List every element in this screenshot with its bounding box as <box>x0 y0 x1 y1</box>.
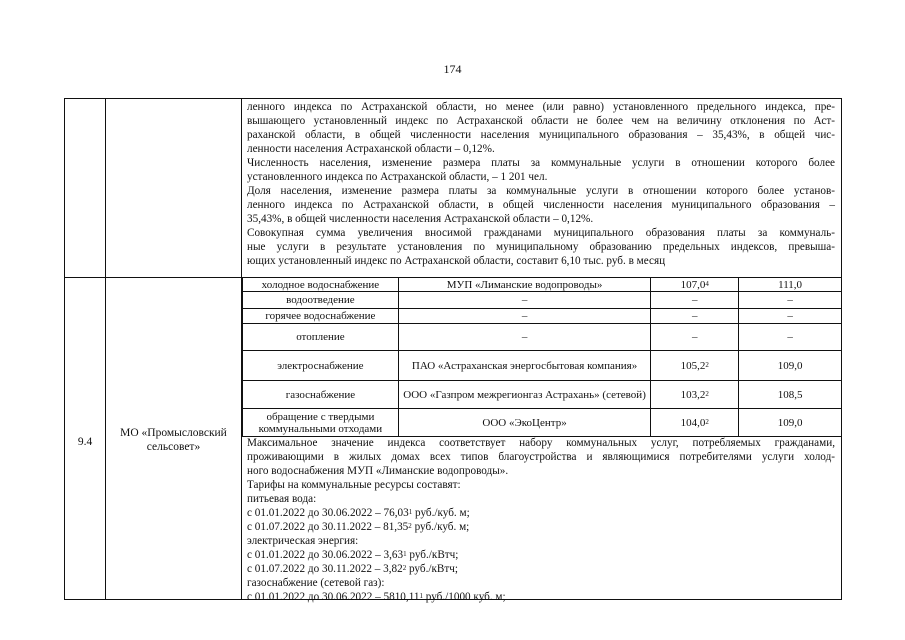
service-cell: газоснабжение <box>243 381 399 409</box>
index-cell: 105,2$^2$ <box>651 351 739 381</box>
page-number: 174 <box>443 62 462 76</box>
service-cell: водоотведение <box>243 292 399 309</box>
service-cell: холодное водоснабжение <box>243 278 399 292</box>
text-line: ленного индекса по Астраханской области, в общей численности населения муниципального образования – <box>247 199 835 211</box>
limit-cell: 109,0 <box>739 351 842 381</box>
provider-cell: ООО «ЭкоЦентр» <box>398 409 651 437</box>
index-cell: – <box>651 324 739 351</box>
tariff-line: с 01.01.2022 до 30.06.2022 – 3,63$^1$ руб./кВтч; <box>247 549 459 561</box>
municipality-name <box>106 426 241 454</box>
tariffs-title: Тарифы на коммунальные ресурсы составят: <box>247 479 461 491</box>
provider-cell: – <box>398 324 651 351</box>
text-line: Доля населения, изменение размера платы за коммунальные услуги в отношении которого более установ- <box>247 185 835 197</box>
table-row <box>243 292 842 309</box>
index-cell: 107,0$^4$ <box>651 278 739 292</box>
limit-cell: – <box>739 292 842 309</box>
service-cell: электроснабжение <box>243 351 399 381</box>
gas-title: газоснабжение (сетевой газ): <box>247 577 385 589</box>
table-row <box>243 381 842 409</box>
water-title: питьевая вода: <box>247 493 317 505</box>
provider-cell: – <box>398 292 651 309</box>
text-line: раханской области, в общей численности населения муниципального образования – 35,43%, в общей чис- <box>247 129 835 141</box>
text-line: ного водоснабжения МУП «Лиманские водопроводы». <box>247 465 509 477</box>
table-row <box>243 309 842 324</box>
row-number: 9.4 <box>77 436 93 448</box>
table-row <box>243 351 842 381</box>
index-cell: 104,0$^2$ <box>651 409 739 437</box>
tariff-line: с 01.07.2022 до 30.11.2022 – 3,82$^2$ руб./кВтч; <box>247 563 458 575</box>
table-row <box>243 409 842 437</box>
text-line: ные услуги в результате установления по муниципальному образованию предельных индексов, превыша- <box>247 241 835 253</box>
column-divider <box>105 99 106 599</box>
text-line: 35,43%, в общей численности населения Астраханской области – 0,12%. <box>247 213 594 225</box>
text-line: Совокупная сумма увеличения вносимой гражданами муниципального образования платы за коммуналь- <box>247 227 835 239</box>
provider-cell: ПАО «Астраханская энергосбытовая компания» <box>398 351 651 381</box>
tariffs-text-block <box>247 436 835 604</box>
text-line: ленности населения Астраханской области – 0,12%. <box>247 143 495 155</box>
table-row <box>243 324 842 351</box>
service-cell: отопление <box>243 324 399 351</box>
service-cell: горячее водоснабжение <box>243 309 399 324</box>
document-table <box>64 98 842 603</box>
tariff-line: с 01.01.2022 до 30.06.2022 – 5810,11$^1$ руб./1000 куб. м; <box>247 591 506 603</box>
continuation-text-block <box>247 100 835 268</box>
tariff-line: с 01.01.2022 до 30.06.2022 – 76,03$^1$ руб./куб. м; <box>247 507 470 519</box>
limit-cell: – <box>739 324 842 351</box>
services-table <box>242 277 842 437</box>
limit-cell: 109,0 <box>739 409 842 437</box>
municipality-line: сельсовет» <box>146 441 201 453</box>
text-line: Максимальное значение индекса соответствует набору коммунальных услуг, потребляемых гражданами, <box>247 437 835 449</box>
provider-cell: ООО «Газпром межрегионгаз Астрахань» (сетевой) <box>398 381 651 409</box>
index-cell: – <box>651 309 739 324</box>
limit-cell: 108,5 <box>739 381 842 409</box>
table-row <box>243 278 842 292</box>
municipality-line: МО «Промысловский <box>120 427 227 439</box>
text-line: проживающими в жилых домах всех типов благоустройства и являющимися потребителями услуги холод- <box>247 451 835 463</box>
text-line: установленного индекса по Астраханской области, – 1 201 чел. <box>247 171 548 183</box>
text-line: вышающего установленный индекс по Астраханской области не более чем на величину отклонения по Аст- <box>247 115 835 127</box>
limit-cell: – <box>739 309 842 324</box>
text-line: ющих установленный индекс по Астраханской области, составит 6,10 тыс. руб. в месяц <box>247 255 666 267</box>
index-cell: – <box>651 292 739 309</box>
text-line: Численность населения, изменение размера платы за коммунальные услуги в отношении которого более <box>247 157 835 169</box>
electric-title: электрическая энергия: <box>247 535 359 547</box>
index-cell: 103,2$^2$ <box>651 381 739 409</box>
service-cell: обращение с твердыми коммунальными отходами <box>243 409 399 437</box>
text-line: ленного индекса по Астраханской области, но менее (или равно) установленного предельного индекса, пре- <box>247 101 835 113</box>
limit-cell: 111,0 <box>739 278 842 292</box>
provider-cell: МУП «Лиманские водопроводы» <box>398 278 651 292</box>
tariff-line: с 01.07.2022 до 30.11.2022 – 81,35$^2$ руб./куб. м; <box>247 521 470 533</box>
provider-cell: – <box>398 309 651 324</box>
